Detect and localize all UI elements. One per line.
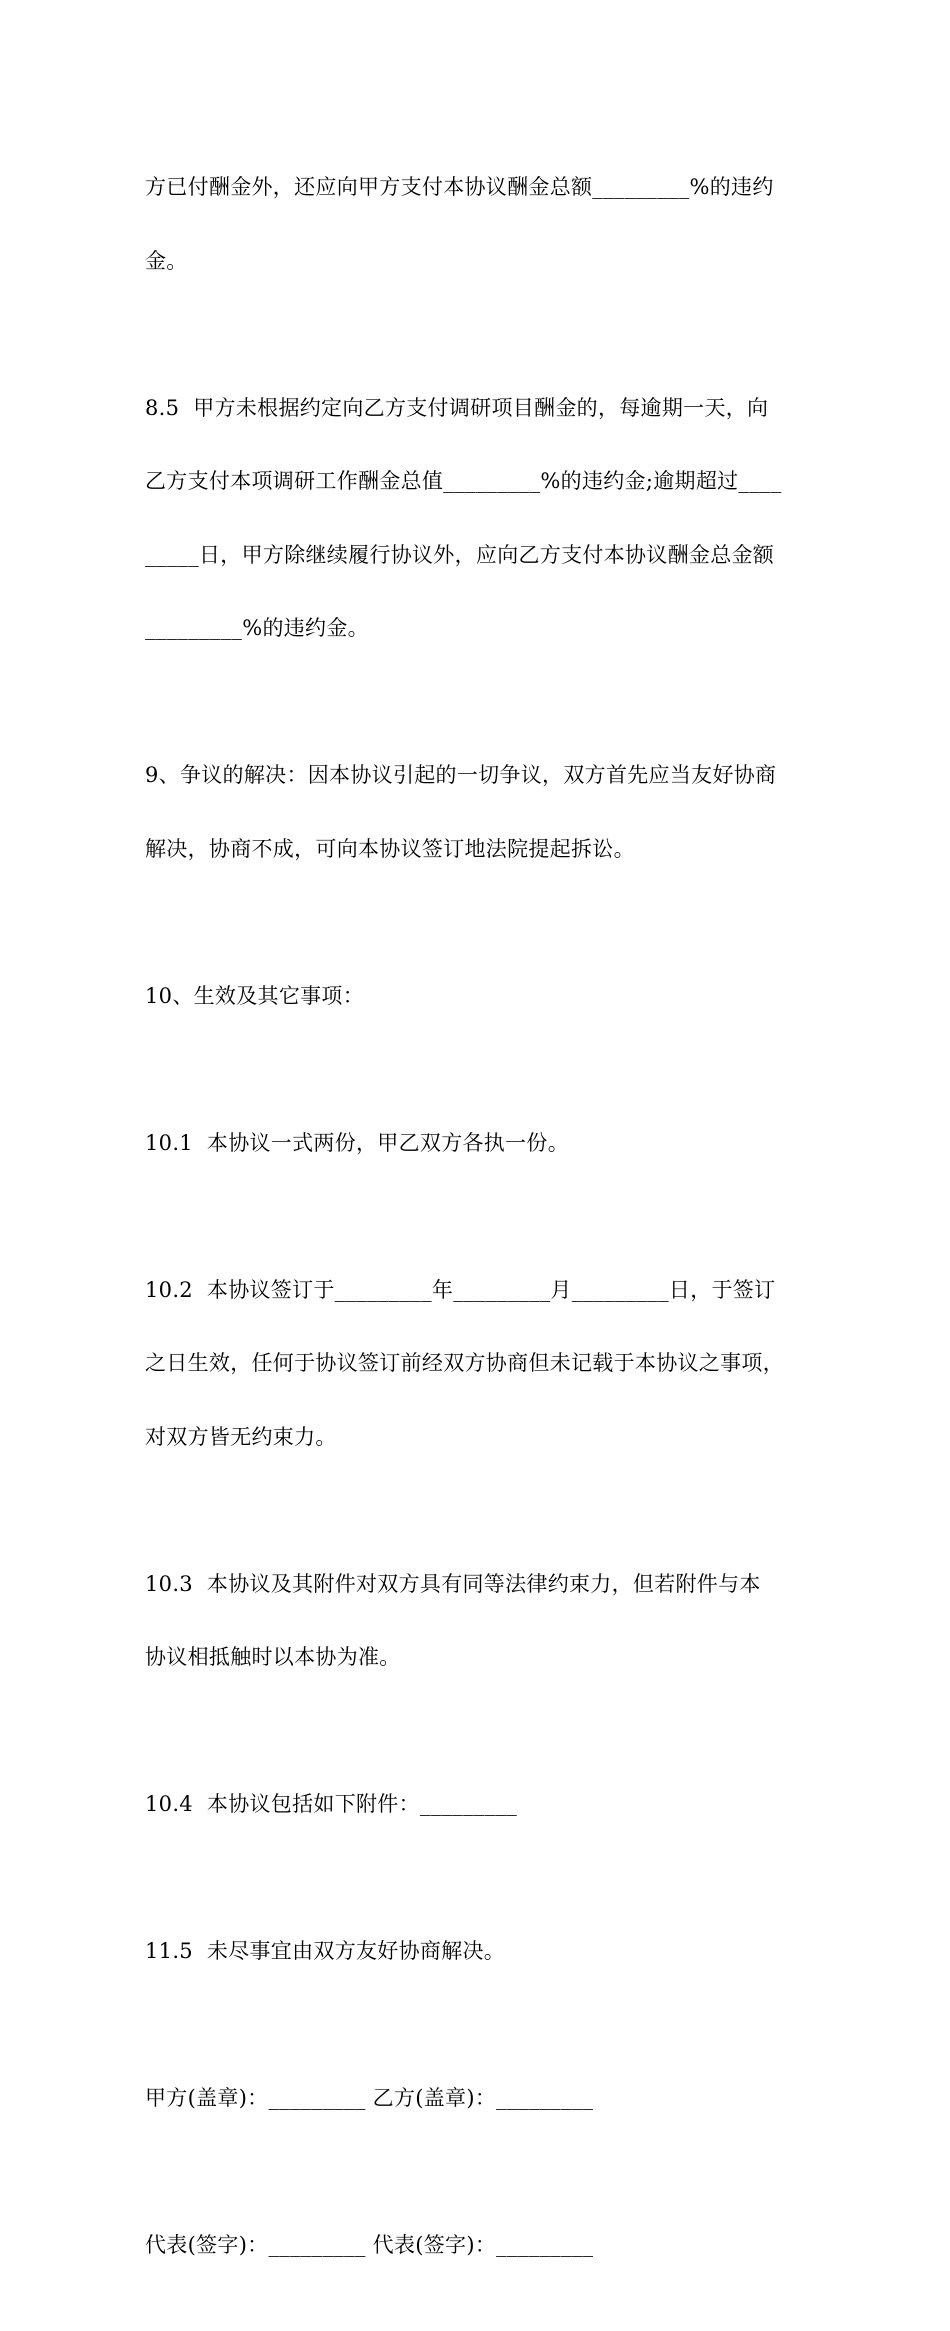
text-line: 10.1 本协议一式两份，甲乙双方各执一份。 <box>145 1130 570 1155</box>
text-line: 乙方支付本项调研工作酬金总值_________%的违约金;逾期超过____ <box>145 469 782 493</box>
text-line: 方已付酬金外，还应向甲方支付本协议酬金总额_________%的违约 <box>145 175 774 199</box>
paragraph-clause-10-2 <box>145 1229 807 1499</box>
paragraph-clause-10-4 <box>145 1743 807 1866</box>
text-line: 10.2 本协议签订于_________年_________月_________日，于签订 <box>145 1277 776 1302</box>
text-line: 协议相抵触时以本协为准。 <box>145 1645 401 1669</box>
paragraph-clause-10-3 <box>145 1523 807 1719</box>
signature-seal-line <box>145 2037 807 2160</box>
signature-representative-line <box>145 2184 807 2307</box>
text-line: 金。 <box>145 248 188 273</box>
text-line: 11.5 未尽事宜由双方友好协商解决。 <box>145 1939 506 1963</box>
text-line: 甲方(盖章)：_________ 乙方(盖章)：_________ <box>145 2086 594 2110</box>
text-line: 之日生效，任何于协议签订前经双方协商但未记载于本协议之事项， <box>145 1351 784 1375</box>
text-line: 8.5 甲方未根据约定向乙方支付调研项目酬金的，每逾期一天，向 <box>145 395 769 420</box>
text-line: 对双方皆无约束力。 <box>145 1424 337 1449</box>
paragraph-penalty-continuation <box>145 126 807 322</box>
paragraph-clause-11-5 <box>145 1890 807 2013</box>
text-line: 解决，协商不成，可向本协议签订地法院提起拆讼。 <box>145 836 635 861</box>
text-line: 9、争议的解决：因本协议引起的一切争议，双方首先应当友好协商 <box>145 763 777 787</box>
paragraph-clause-10-1 <box>145 1082 807 1205</box>
text-line: 10.4 本协议包括如下附件：_________ <box>145 1792 518 1816</box>
paragraph-clause-9 <box>145 714 807 910</box>
paragraph-clause-10-heading <box>145 935 807 1058</box>
text-line: _________%的违约金。 <box>145 616 369 640</box>
document-body <box>145 126 807 2331</box>
paragraph-clause-8-5 <box>145 347 807 690</box>
text-line: _____日，甲方除继续履行协议外，应向乙方支付本协议酬金总金额 <box>145 542 775 567</box>
section-heading: 10、生效及其它事项： <box>145 983 365 1008</box>
text-line: 代表(签字)：_________ 代表(签字)：_________ <box>145 2233 594 2257</box>
text-line: 10.3 本协议及其附件对双方具有同等法律约束力，但若附件与本 <box>145 1571 761 1596</box>
